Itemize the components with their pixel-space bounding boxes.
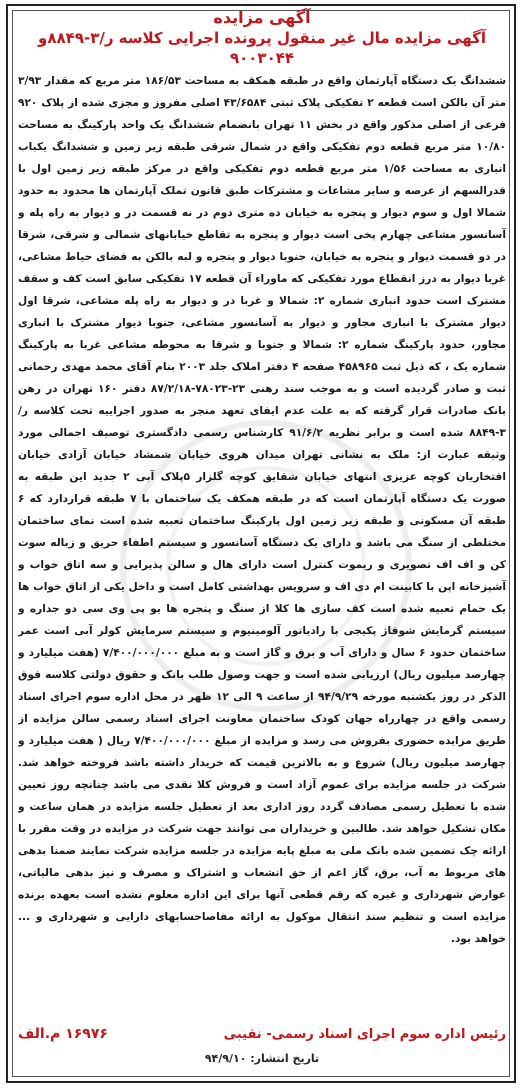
notice-footer xyxy=(18,1022,506,1046)
notice-header xyxy=(20,8,504,68)
notice-subtitle: آگهی مزایده مال غیر منقول پرونده اجرایی کلاسه ر/۳-۸۸۴۹و xyxy=(38,29,486,47)
notice-title: آگهی مزایده xyxy=(213,8,311,27)
notice-body: ششدانگ یک دستگاه آپارتمان واقع در طبقه همکف به مساحت ۱۸۶/۵۳ متر مربع که مقدار ۳/۹۳ متر آن بالکن است قطعه ۲ تفکیکی پلاک ثبتی ۴۳/۶۵۸۴ اصلی مفروز و مجزی شده از پلاک ۹۲۰ فرعی از اصلی مذکور واقع در بخش ۱۱ تهران بانضمام ششدانگ یک واحد پارکینگ به مساحت ۱۰/۸۰ متر مربع قطعه دوم تفکیکی واقع در شمال شرقی طبقه زیر زمین و ششدانگ یکباب انباری به مساحت ۱/۵۶ متر مربع قطعه دوم تفکیکی واقع در مرکز طبقه زیر زمین اول با قدرالسهم از عرصه و سایر مشاعات و مشترکات طبق قانون تملک آپارتمان ها محدود به حدود شمالا اول و سوم دیوار و پنجره به خیابان ده متری دوم در نه قسمت در و دیوار به راه پله و آسانسور مشاعی چهارم پخی است دیوار و پنجره به تقاطع خیابانهای شمالی و شرقی، شرقا در دو قسمت دیوار و پنجره به خیابان، جنوبا دیوار و پنجره و لبه بالکن به فضای حیاط مشاعی، غربا دیوار به درز انقطاع مورد تفکیکی که ماوراء آن قطعه ۱۷ تفکیکی سابق است کف و سقف مشترک است حدود انباری شماره ۲: شمالا و غربا در و دیوار به راه پله مشاعی، شرقا اول دیوار مشترک با انباری مجاور و دیوار به آسانسور مشاعی، جنوبا دیوار مشترک با انباری مجاور، حدود پارکینگ شماره ۲: شمالا و جنوبا و شرقا به محوطه مشاعی غربا به پارکینگ شماره یک ، که ذیل ثبت ۴۵۸۹۶۵ صفحه ۴ دفتر املاک جلد ۲۰۰۳ بنام آقای محمد مهدی رحمانی ثبت و صادر گردیده است و به موجب سند رهنی ۲۳-۷۸۰۲۳-۸۷/۲/۱۸ دفتر ۱۶۰ تهران در رهن بانک صادرات قرار گرفته که به علت عدم ایفای تعهد منجر به صدور اجراییه تحت کلاسه ر/۳-۸۸۴۹ شده است و برابر نظریه ۹۱/۶/۲ کارشناس رسمی دادگستری توصیف اجمالی مورد وثیقه عبارت از: ملک به نشانی تهران میدان هروی خیابان شمشاد خیابان آزادی خیابان افتخاریان کوچه عزیزی انتهای خیابان شقایق کوچه گلزار ۵پلاک آبی ۲ جدید این طبقه به صورت یک دستگاه آپارتمان است که در طبقه همکف یک ساختمان با ۷ طبقه قراردارد که ۶ طبقه آن مسکونی و طبقه زیر زمین اول پارکینگ ساختمان تعبیه شده است نمای ساختمان مختلطی از سنگ می باشد و دارای یک دستگاه آسانسور و سیستم اطفاء حریق و زباله سوت کن و اف اف تصویری و ریموت کنترل است دارای هال و سالن پذیرایی و سه اتاق خواب و آشپزخانه اپن با کابینت ام دی اف و سرویس بهداشتی کامل است و داخل یکی از اتاق خواب ها یک حمام تعبیه شده است کف سازی ها کلا از سنگ و پنجره ها یو پی وی سی دو جداره و سیستم گرمایش شوفاژ پکیجی با رادیاتور آلومینیوم و سیستم سرمایش کولر آبی است عمر ساختمان حدود ۶ سال و دارای آب و برق و گاز است و به مبلغ ۷/۴۰۰/۰۰۰/۰۰۰ (هفت میلیارد و چهارصد میلیون ریال) ارزیابی شده است و جهت وصول طلب بانک و حقوق دولتی کلاسه فوق الذکر در روز یکشنبه مورخه ۹۴/۹/۲۹ از ساعت ۹ الی ۱۲ ظهر در محل اداره سوم اجرای اسناد رسمی واقع در چهارراه جهان کودک ساختمان معاونت اجرای اسناد رسمی سالن مزایده از طریق مزایده حضوری بفروش می رسد و مزایده از مبلغ ۷/۴۰۰/۰۰۰/۰۰۰ ریال ( هفت میلیارد و چهارصد میلیون ریال) شروع و به بالاترین قیمت که خریدار داشته باشد فروخته خواهد شد. شرکت در جلسه مزایده برای عموم آزاد است و فروش کلا نقدی می باشد چنانچه روز تعیین شده با تعطیل رسمی مصادف گردد روز اداری بعد از تعطیل جلسه مزایده در همان ساعت و مکان تشکیل خواهد شد. طالبین و خریداران می توانند جهت شرکت در مزایده در وقت مقرر با ارائه چک تضمین شده بانک ملی به مبلغ پایه مزایده در جلسه مزایده شرکت نمایند ضمنا بدهی های مربوط به آب، برق، گاز اعم از حق انشعاب و اشتراک و مصرف و نیز بدهی مالیاتی، عوارض شهرداری و غیره که رقم قطعی آنها برای این اداره معلوم نشده است بعهده برنده مزایده است و تنظیم سند انتقال موکول به ارائه مفاصاحسابهای دارایی و شهرداری و ... خواهد بود. xyxy=(18,75,506,945)
notice-code: ۱۶۹۷۶ م.الف xyxy=(18,1026,108,1042)
publish-date: تاریخ انتشار: ۹۴/۹/۱۰ xyxy=(204,1052,320,1065)
notice-case-number: ۹۰۰۳۰۴۴ xyxy=(229,49,295,67)
signer-name: رئیس اداره سوم اجرای اسناد رسمی- نقیبی xyxy=(223,1026,506,1042)
